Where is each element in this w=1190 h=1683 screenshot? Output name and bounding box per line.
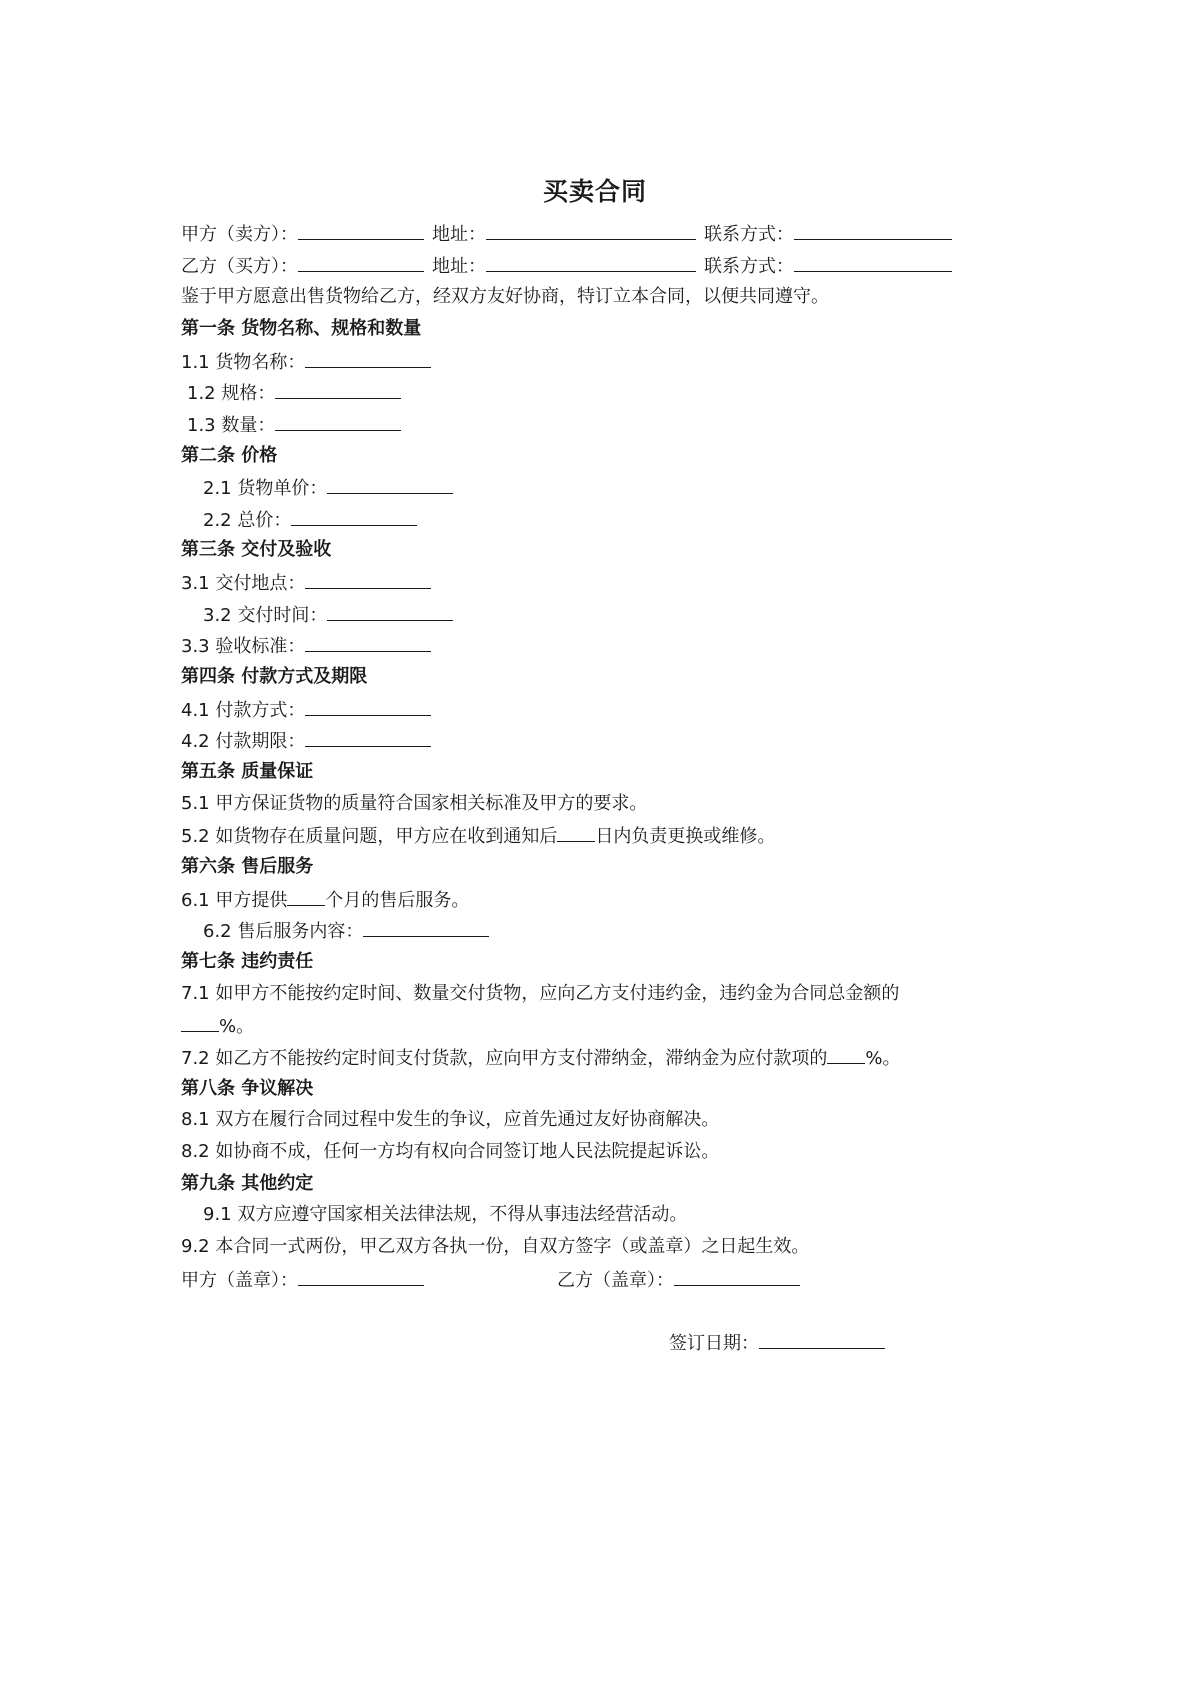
clause-7-2-text-a: 7.2 如乙方不能按约定时间支付货款，应向甲方支付滞纳金，滞纳金为应付款项的 [181, 1048, 828, 1069]
clause-6-2-label: 6.2 售后服务内容： [203, 921, 364, 942]
clause-3-2-label: 3.2 交付时间： [203, 605, 328, 626]
clause-5-2 [181, 823, 775, 849]
party-a-seal-label: 甲方（盖章）： [181, 1270, 298, 1291]
clause-7-2-text-b: %。 [865, 1048, 901, 1069]
clause-8-1: 8.1 双方在履行合同过程中发生的争议，应首先通过友好协商解决。 [181, 1109, 720, 1130]
clause-7-1-line2 [181, 1013, 254, 1039]
clause-3-2 [203, 602, 453, 628]
clause-2-1-blank [327, 475, 453, 494]
clause-1-1 [181, 349, 431, 375]
sign-date-blank [759, 1330, 885, 1349]
clause-3-1 [181, 570, 431, 596]
article9-heading: 第九条 其他约定 [181, 1173, 314, 1194]
clause-7-1-blank [181, 1013, 219, 1032]
clause-3-2-blank [327, 602, 453, 621]
clause-9-2: 9.2 本合同一式两份，甲乙双方各执一份，自双方签字（或盖章）之日起生效。 [181, 1236, 810, 1257]
party-b-seal-blank [674, 1267, 800, 1286]
clause-2-1 [203, 475, 453, 501]
sign-date-label: 签订日期： [669, 1333, 759, 1354]
party-a-contact-blank [794, 221, 952, 240]
clause-6-1-blank [287, 887, 325, 906]
clause-1-3-blank [275, 412, 401, 431]
article8-heading: 第八条 争议解决 [181, 1078, 314, 1099]
clause-3-3-blank [305, 633, 431, 652]
clause-4-2-label: 4.2 付款期限： [181, 731, 306, 752]
clause-3-1-blank [305, 570, 431, 589]
clause-5-2-text-b: 日内负责更换或维修。 [595, 826, 776, 847]
party-b-seal-label: 乙方（盖章）： [557, 1270, 674, 1291]
party-a-label: 甲方（卖方）： [181, 224, 298, 245]
clause-5-2-text-a: 5.2 如货物存在质量问题，甲方应在收到通知后 [181, 826, 558, 847]
article1-heading: 第一条 货物名称、规格和数量 [181, 318, 422, 339]
clause-8-2: 8.2 如协商不成，任何一方均有权向合同签订地人民法院提起诉讼。 [181, 1141, 720, 1162]
party-b-label: 乙方（买方）： [181, 256, 298, 277]
clause-1-2-label: 1.2 规格： [187, 383, 276, 404]
clause-3-1-label: 3.1 交付地点： [181, 573, 306, 594]
party-a-name-blank [298, 221, 424, 240]
clause-2-1-label: 2.1 货物单价： [203, 478, 328, 499]
sign-date [669, 1330, 885, 1356]
article2-heading: 第二条 价格 [181, 445, 278, 466]
clause-9-1: 9.1 双方应遵守国家相关法律法规，不得从事违法经营活动。 [203, 1204, 688, 1225]
clause-7-2-blank [827, 1045, 865, 1064]
clause-1-3-label: 1.3 数量： [187, 415, 276, 436]
party-b-address-blank [486, 253, 696, 272]
clause-6-2-blank [363, 918, 489, 937]
clause-1-2-blank [275, 380, 401, 399]
party-b-contact-label: 联系方式： [704, 256, 794, 277]
preamble: 鉴于甲方愿意出售货物给乙方，经双方友好协商，特订立本合同，以便共同遵守。 [181, 286, 829, 307]
party-a-seal-blank [298, 1267, 424, 1286]
party-b-name-blank [298, 253, 424, 272]
clause-4-2 [181, 728, 431, 754]
party-a-seal [181, 1267, 424, 1293]
party-b-seal [557, 1267, 800, 1293]
clause-1-2 [187, 380, 401, 406]
clause-6-1 [181, 887, 469, 913]
party-b-address-label: 地址： [432, 256, 486, 277]
clause-3-3 [181, 633, 431, 659]
party-a-contact-label: 联系方式： [704, 224, 794, 245]
clause-1-1-blank [305, 349, 431, 368]
party-a-address-label: 地址： [432, 224, 486, 245]
party-b-line [181, 253, 952, 279]
document-title: 买卖合同 [542, 177, 647, 206]
clause-2-2-blank [291, 507, 417, 526]
clause-4-2-blank [305, 728, 431, 747]
clause-2-2 [203, 507, 417, 533]
clause-7-1-line1: 7.1 如甲方不能按约定时间、数量交付货物，应向乙方支付违约金，违约金为合同总金额的 [181, 983, 900, 1004]
clause-4-1-blank [305, 697, 431, 716]
article6-heading: 第六条 售后服务 [181, 856, 314, 877]
clause-7-2 [181, 1045, 900, 1071]
article7-heading: 第七条 违约责任 [181, 951, 314, 972]
party-a-address-blank [486, 221, 696, 240]
clause-1-3 [187, 412, 401, 438]
article5-heading: 第五条 质量保证 [181, 761, 314, 782]
party-a-line [181, 221, 952, 247]
clause-2-2-label: 2.2 总价： [203, 510, 292, 531]
clause-4-1 [181, 697, 431, 723]
clause-6-1-text-b: 个月的售后服务。 [325, 890, 470, 911]
clause-3-3-label: 3.3 验收标准： [181, 636, 306, 657]
clause-6-1-text-a: 6.1 甲方提供 [181, 890, 288, 911]
clause-1-1-label: 1.1 货物名称： [181, 352, 306, 373]
clause-6-2 [203, 918, 489, 944]
clause-5-1: 5.1 甲方保证货物的质量符合国家相关标准及甲方的要求。 [181, 793, 648, 814]
party-b-contact-blank [794, 253, 952, 272]
clause-5-2-blank [557, 823, 595, 842]
clause-4-1-label: 4.1 付款方式： [181, 700, 306, 721]
article3-heading: 第三条 交付及验收 [181, 539, 332, 560]
clause-7-1-text-b: %。 [219, 1016, 255, 1037]
article4-heading: 第四条 付款方式及期限 [181, 666, 368, 687]
